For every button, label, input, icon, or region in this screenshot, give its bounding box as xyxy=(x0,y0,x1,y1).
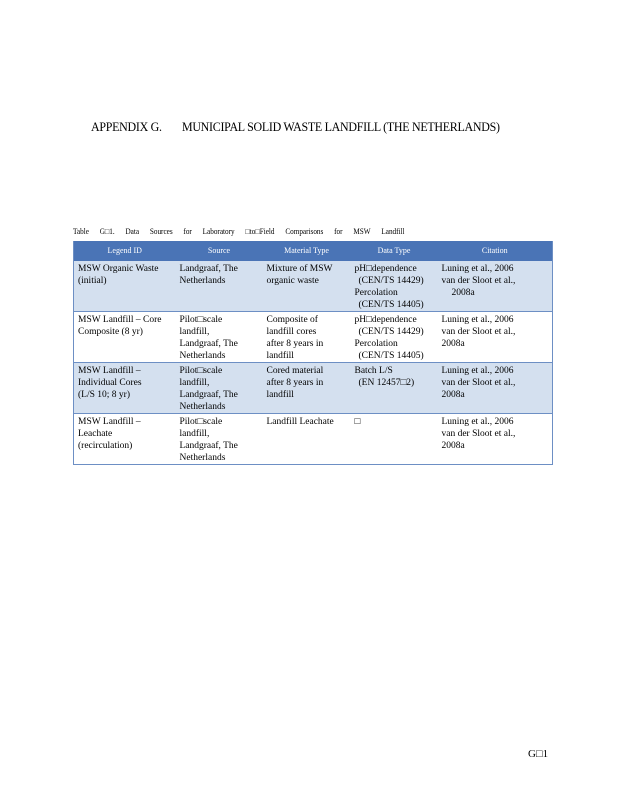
caption-word: Comparisons xyxy=(285,227,324,236)
table-row xyxy=(74,363,553,414)
header-citation: Citation xyxy=(438,241,553,261)
material-cell: Landfill Leachate xyxy=(266,417,334,427)
material-cell: Cored material after 8 years in landfill xyxy=(263,363,351,414)
caption-table-word: Table xyxy=(73,227,89,236)
legend-cell: MSW Landfill – Individual Cores (L/S 10; 8 yr) xyxy=(74,363,176,414)
legend-cell: MSW Organic Waste (initial) xyxy=(74,261,176,312)
source-cell: Landgraaf, The Netherlands xyxy=(176,261,263,312)
table-row xyxy=(74,261,553,312)
citation-cell: Luning et al., 2006 van der Sloot et al., 2008a xyxy=(441,315,516,349)
page-heading xyxy=(91,119,500,135)
header-source: Source xyxy=(176,241,263,261)
caption-word: for xyxy=(334,227,343,236)
legend-cell: MSW Landfill – Core Composite (8 yr) xyxy=(78,315,162,337)
table-caption xyxy=(73,227,414,236)
caption-word: □to□Field xyxy=(245,227,275,236)
source-cell: Pilot□scale landfill, Landgraaf, The Netherlands xyxy=(176,363,263,414)
caption-number: G□1. xyxy=(99,227,115,236)
data-type-cell: pH□dependence (CEN/TS 14429) Percolation (CEN/TS 14405) xyxy=(354,315,424,361)
source-cell: Pilot□scale landfill, Landgraaf, The Netherlands xyxy=(179,315,238,361)
caption-word: Data xyxy=(125,227,140,236)
table-row xyxy=(74,312,553,363)
page-number: G□1 xyxy=(528,748,549,760)
header-data-type: Data Type xyxy=(351,241,438,261)
material-cell: Mixture of MSW organic waste xyxy=(263,261,351,312)
table-header-row xyxy=(74,241,553,261)
data-type-cell: □ xyxy=(354,417,361,427)
caption-word: MSW xyxy=(353,227,371,236)
legend-cell: MSW Landfill – Leachate (recirculation) xyxy=(78,417,141,451)
citation-cell: Luning et al., 2006 van der Sloot et al., 2008a xyxy=(438,363,553,414)
source-cell: Pilot□scale landfill, Landgraaf, The Netherlands xyxy=(179,417,238,463)
appendix-title: MUNICIPAL SOLID WASTE LANDFILL (THE NETHERLANDS) xyxy=(181,119,500,134)
caption-word: Sources xyxy=(149,227,173,236)
data-type-cell: Batch L/S (EN 12457□2) xyxy=(351,363,438,414)
caption-word: Laboratory xyxy=(202,227,235,236)
citation-cell: Luning et al., 2006 van der Sloot et al., 2008a xyxy=(438,261,553,312)
data-sources-table xyxy=(73,241,553,465)
data-type-cell: pH□dependence (CEN/TS 14429) Percolation (CEN/TS 14405) xyxy=(351,261,438,312)
citation-cell: Luning et al., 2006 van der Sloot et al., 2008a xyxy=(441,417,516,451)
header-material-type: Material Type xyxy=(263,241,351,261)
material-cell: Composite of landfill cores after 8 years in landfill xyxy=(266,315,324,361)
appendix-label: APPENDIX G. xyxy=(91,119,162,134)
caption-word: Landfill xyxy=(381,227,405,236)
table-row xyxy=(74,414,553,465)
header-legend-id: Legend ID xyxy=(74,241,176,261)
caption-word: for xyxy=(183,227,192,236)
